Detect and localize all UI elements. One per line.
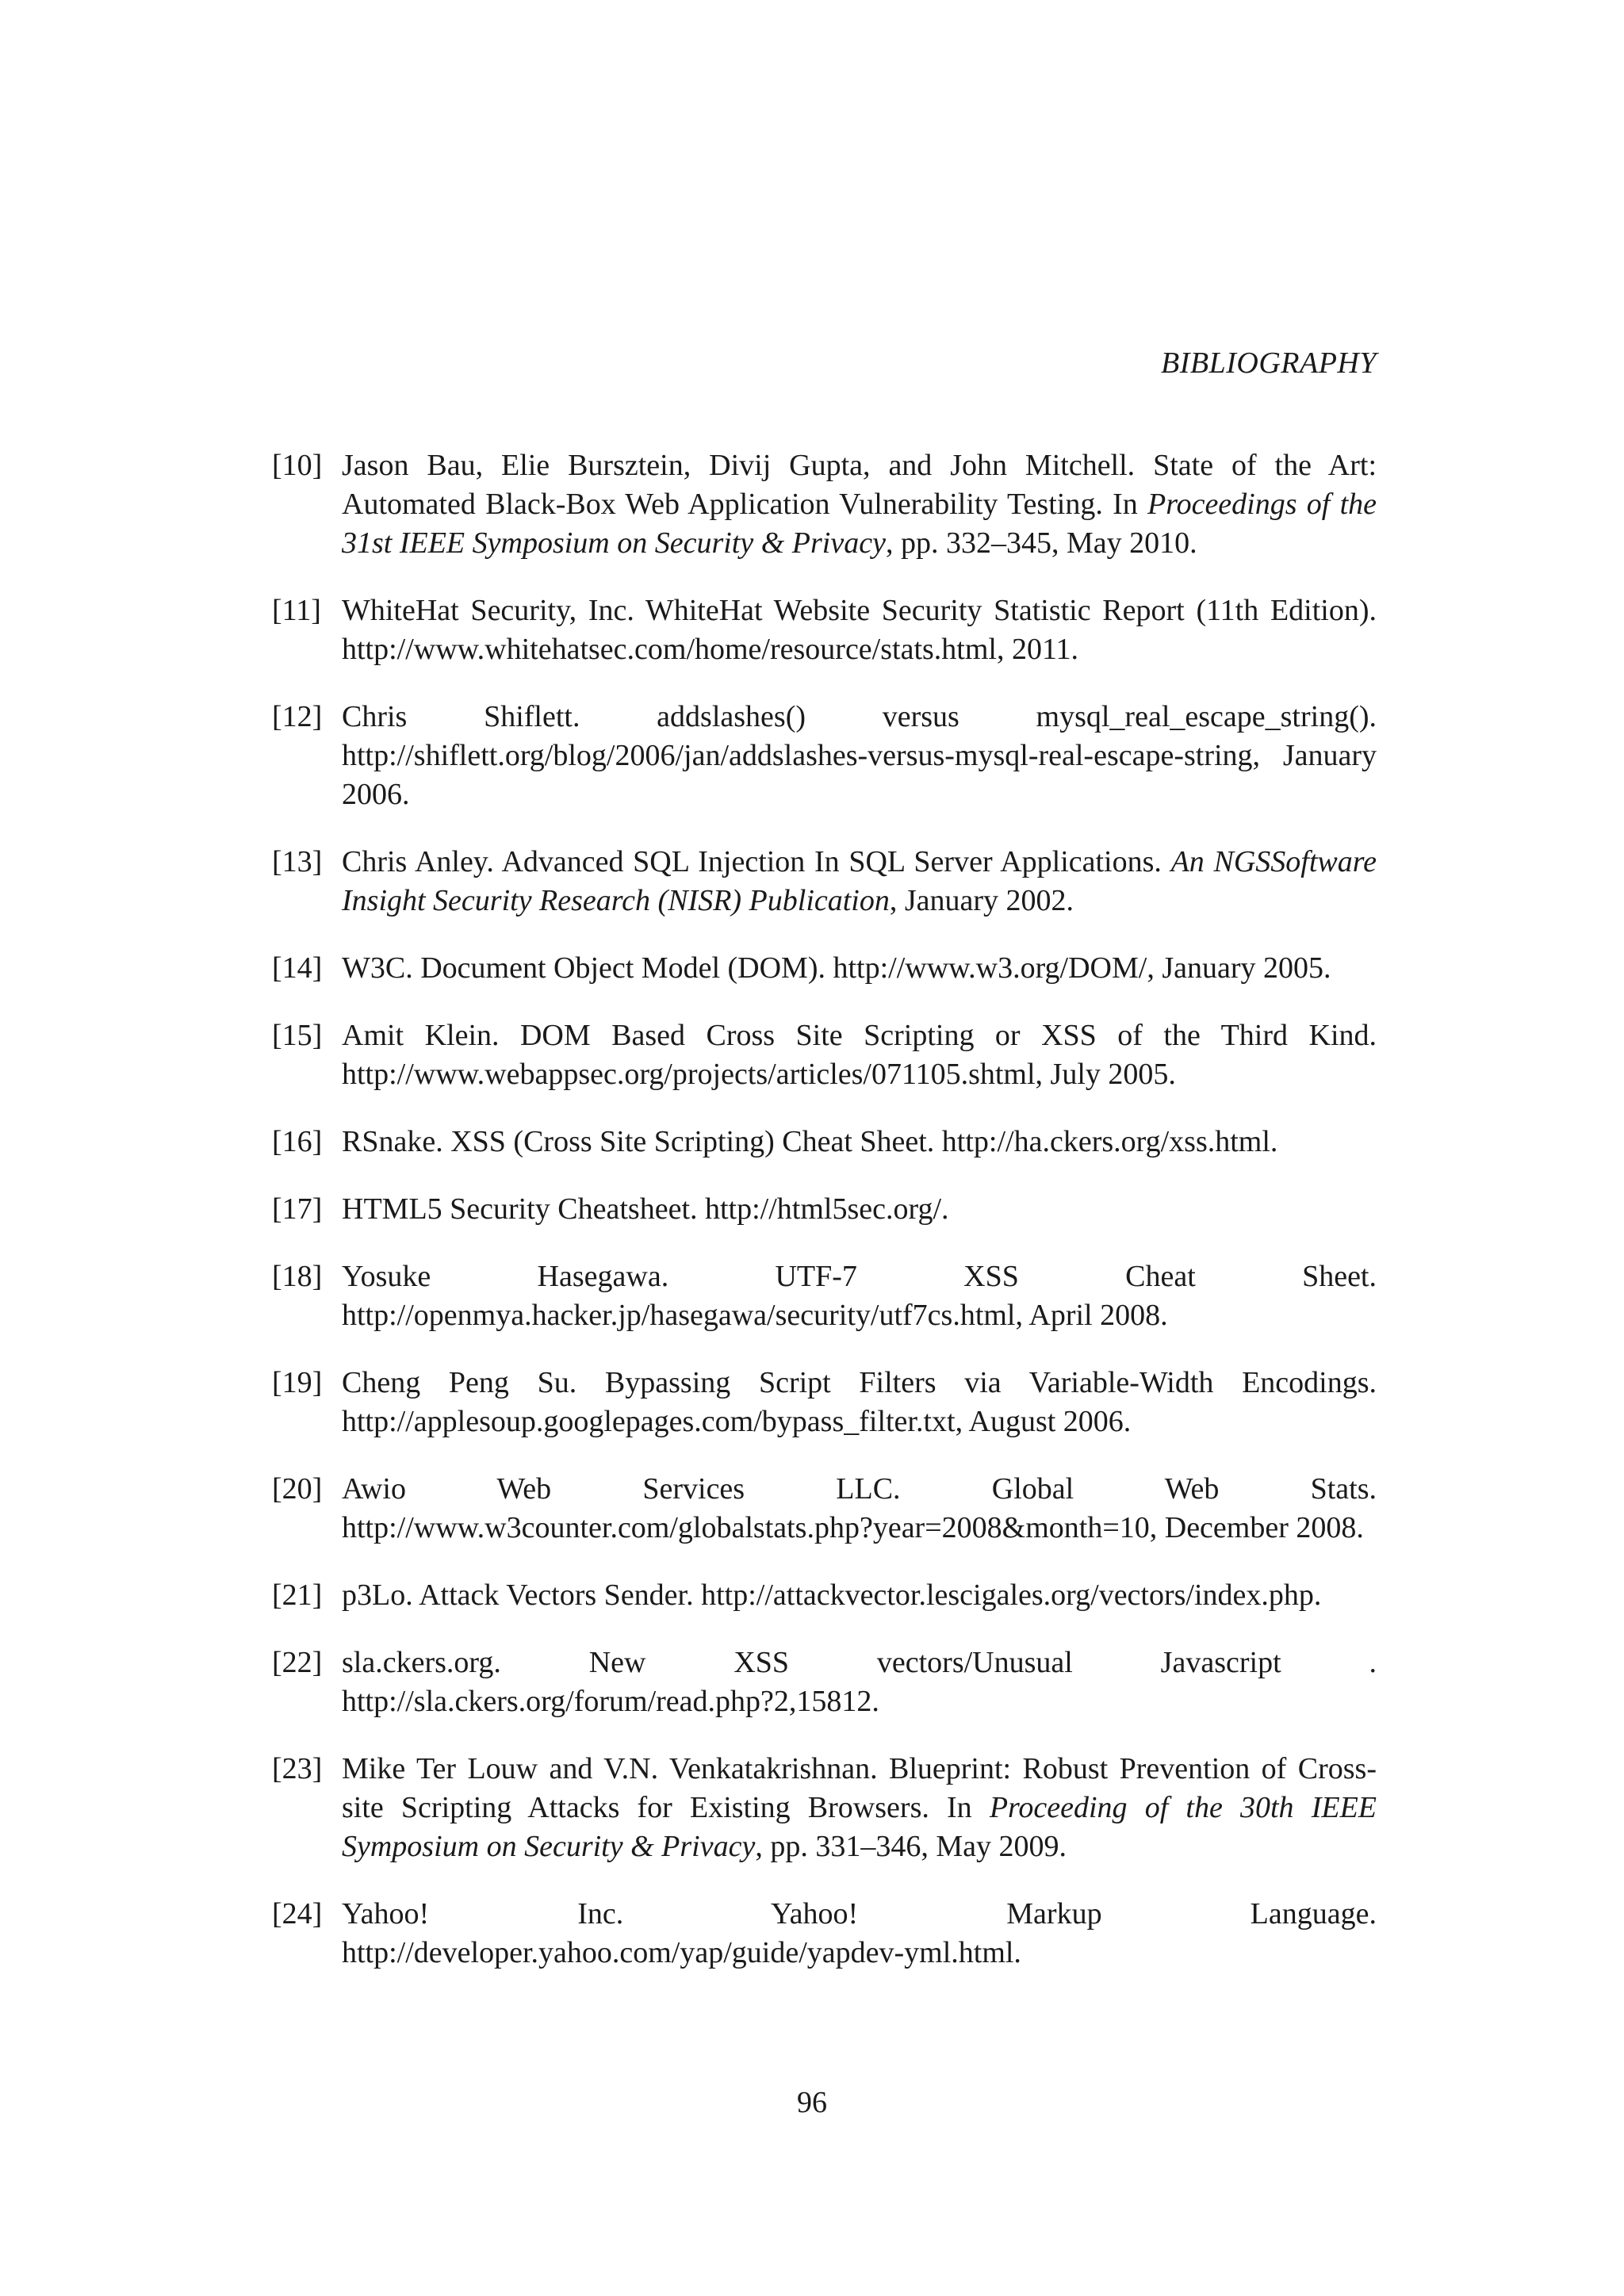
- reference-text: W3C. Document Object Model (DOM). http://www.w3.org/DOM/, January 2005.: [342, 951, 1331, 985]
- reference-text: Mike Ter Louw and V.N. Venkatakrishnan. Blueprint: Robust Prevention of Cross-site Scripting Attacks for Existing Browsers. In Proceeding of the 30th IEEE Symposium on Security & Privacy, pp. 331–346, May 2009.: [342, 1752, 1377, 1863]
- reference-text: Chris Anley. Advanced SQL Injection In SQL Server Applications. An NGSSoftware Insight Security Research (NISR) Publication, January 2002.: [342, 845, 1377, 917]
- reference-text: HTML5 Security Cheatsheet. http://html5sec.org/.: [342, 1192, 949, 1226]
- reference-number: [10]: [272, 449, 323, 482]
- reference-item: [272, 1576, 1377, 1615]
- reference-number: [12]: [272, 700, 323, 733]
- reference-number: [24]: [272, 1897, 323, 1931]
- reference-item: [272, 1016, 1377, 1094]
- reference-number: [14]: [272, 951, 323, 985]
- reference-number: [13]: [272, 845, 323, 878]
- reference-item: [272, 1257, 1377, 1335]
- reference-number: [11]: [272, 594, 321, 627]
- reference-item: [272, 591, 1377, 669]
- reference-number: [17]: [272, 1192, 323, 1226]
- reference-text: Jason Bau, Elie Bursztein, Divij Gupta, and John Mitchell. State of the Art: Automated Black-Box Web Application Vulnerability Testing. In Proceedings of the 31st IEEE Symposium on Security & Privacy, pp. 332–345, May 2010.: [342, 449, 1377, 560]
- reference-number: [18]: [272, 1260, 323, 1293]
- reference-text: Yahoo! Inc. Yahoo! Markup Language. http://developer.yahoo.com/yap/guide/yapdev-yml.html.: [342, 1897, 1377, 1969]
- reference-item: [272, 1895, 1377, 1973]
- reference-venue: Proceeding of the 30th IEEE Symposium on Security & Privacy: [342, 1791, 1377, 1863]
- reference-item: [272, 1470, 1377, 1548]
- reference-venue: An NGSSoftware Insight Security Research (NISR) Publication: [342, 845, 1377, 917]
- reference-number: [23]: [272, 1752, 323, 1785]
- reference-text: RSnake. XSS (Cross Site Scripting) Cheat Sheet. http://ha.ckers.org/xss.html.: [342, 1125, 1278, 1158]
- reference-item: [272, 1644, 1377, 1721]
- reference-number: [16]: [272, 1125, 323, 1158]
- reference-text: p3Lo. Attack Vectors Sender. http://attackvector.lescigales.org/vectors/index.php.: [342, 1578, 1322, 1612]
- running-head-title: BIBLIOGRAPHY: [1161, 346, 1377, 380]
- reference-item: [272, 843, 1377, 920]
- page-number: 96: [797, 2086, 827, 2119]
- reference-item: [272, 446, 1377, 563]
- reference-text: WhiteHat Security, Inc. WhiteHat Website Security Statistic Report (11th Edition). http://www.whitehatsec.com/home/resource/stats.html, 2011.: [342, 594, 1377, 666]
- reference-number: [15]: [272, 1019, 323, 1052]
- reference-venue: Proceedings of the 31st IEEE Symposium on Security & Privacy: [342, 488, 1377, 560]
- reference-item: [272, 1750, 1377, 1866]
- reference-text: Awio Web Services LLC. Global Web Stats. http://www.w3counter.com/globalstats.php?year=2008&month=10, December 2008.: [342, 1472, 1377, 1544]
- reference-number: [19]: [272, 1366, 323, 1399]
- reference-item: [272, 698, 1377, 814]
- reference-text: Amit Klein. DOM Based Cross Site Scripting or XSS of the Third Kind. http://www.webappsec.org/projects/articles/071105.shtml, July 2005.: [342, 1019, 1377, 1091]
- reference-item: [272, 1123, 1377, 1161]
- reference-number: [22]: [272, 1646, 323, 1679]
- reference-number: [21]: [272, 1578, 323, 1612]
- reference-text: Chris Shiflett. addslashes() versus mysql_real_escape_string(). http://shiflett.org/blog/2006/jan/addslashes-versus-mysql-real-escape-string, January 2006.: [342, 700, 1377, 811]
- reference-number: [20]: [272, 1472, 323, 1506]
- reference-list: [272, 446, 1377, 2001]
- reference-item: [272, 1364, 1377, 1441]
- reference-item: [272, 1190, 1377, 1229]
- reference-text: Yosuke Hasegawa. UTF-7 XSS Cheat Sheet. http://openmya.hacker.jp/hasegawa/security/utf7cs.html, April 2008.: [342, 1260, 1377, 1332]
- reference-text: Cheng Peng Su. Bypassing Script Filters via Variable-Width Encodings. http://applesoup.googlepages.com/bypass_filter.txt, August 2006.: [342, 1366, 1377, 1438]
- reference-text: sla.ckers.org. New XSS vectors/Unusual Javascript . http://sla.ckers.org/forum/read.php?2,15812.: [342, 1646, 1377, 1718]
- reference-item: [272, 949, 1377, 988]
